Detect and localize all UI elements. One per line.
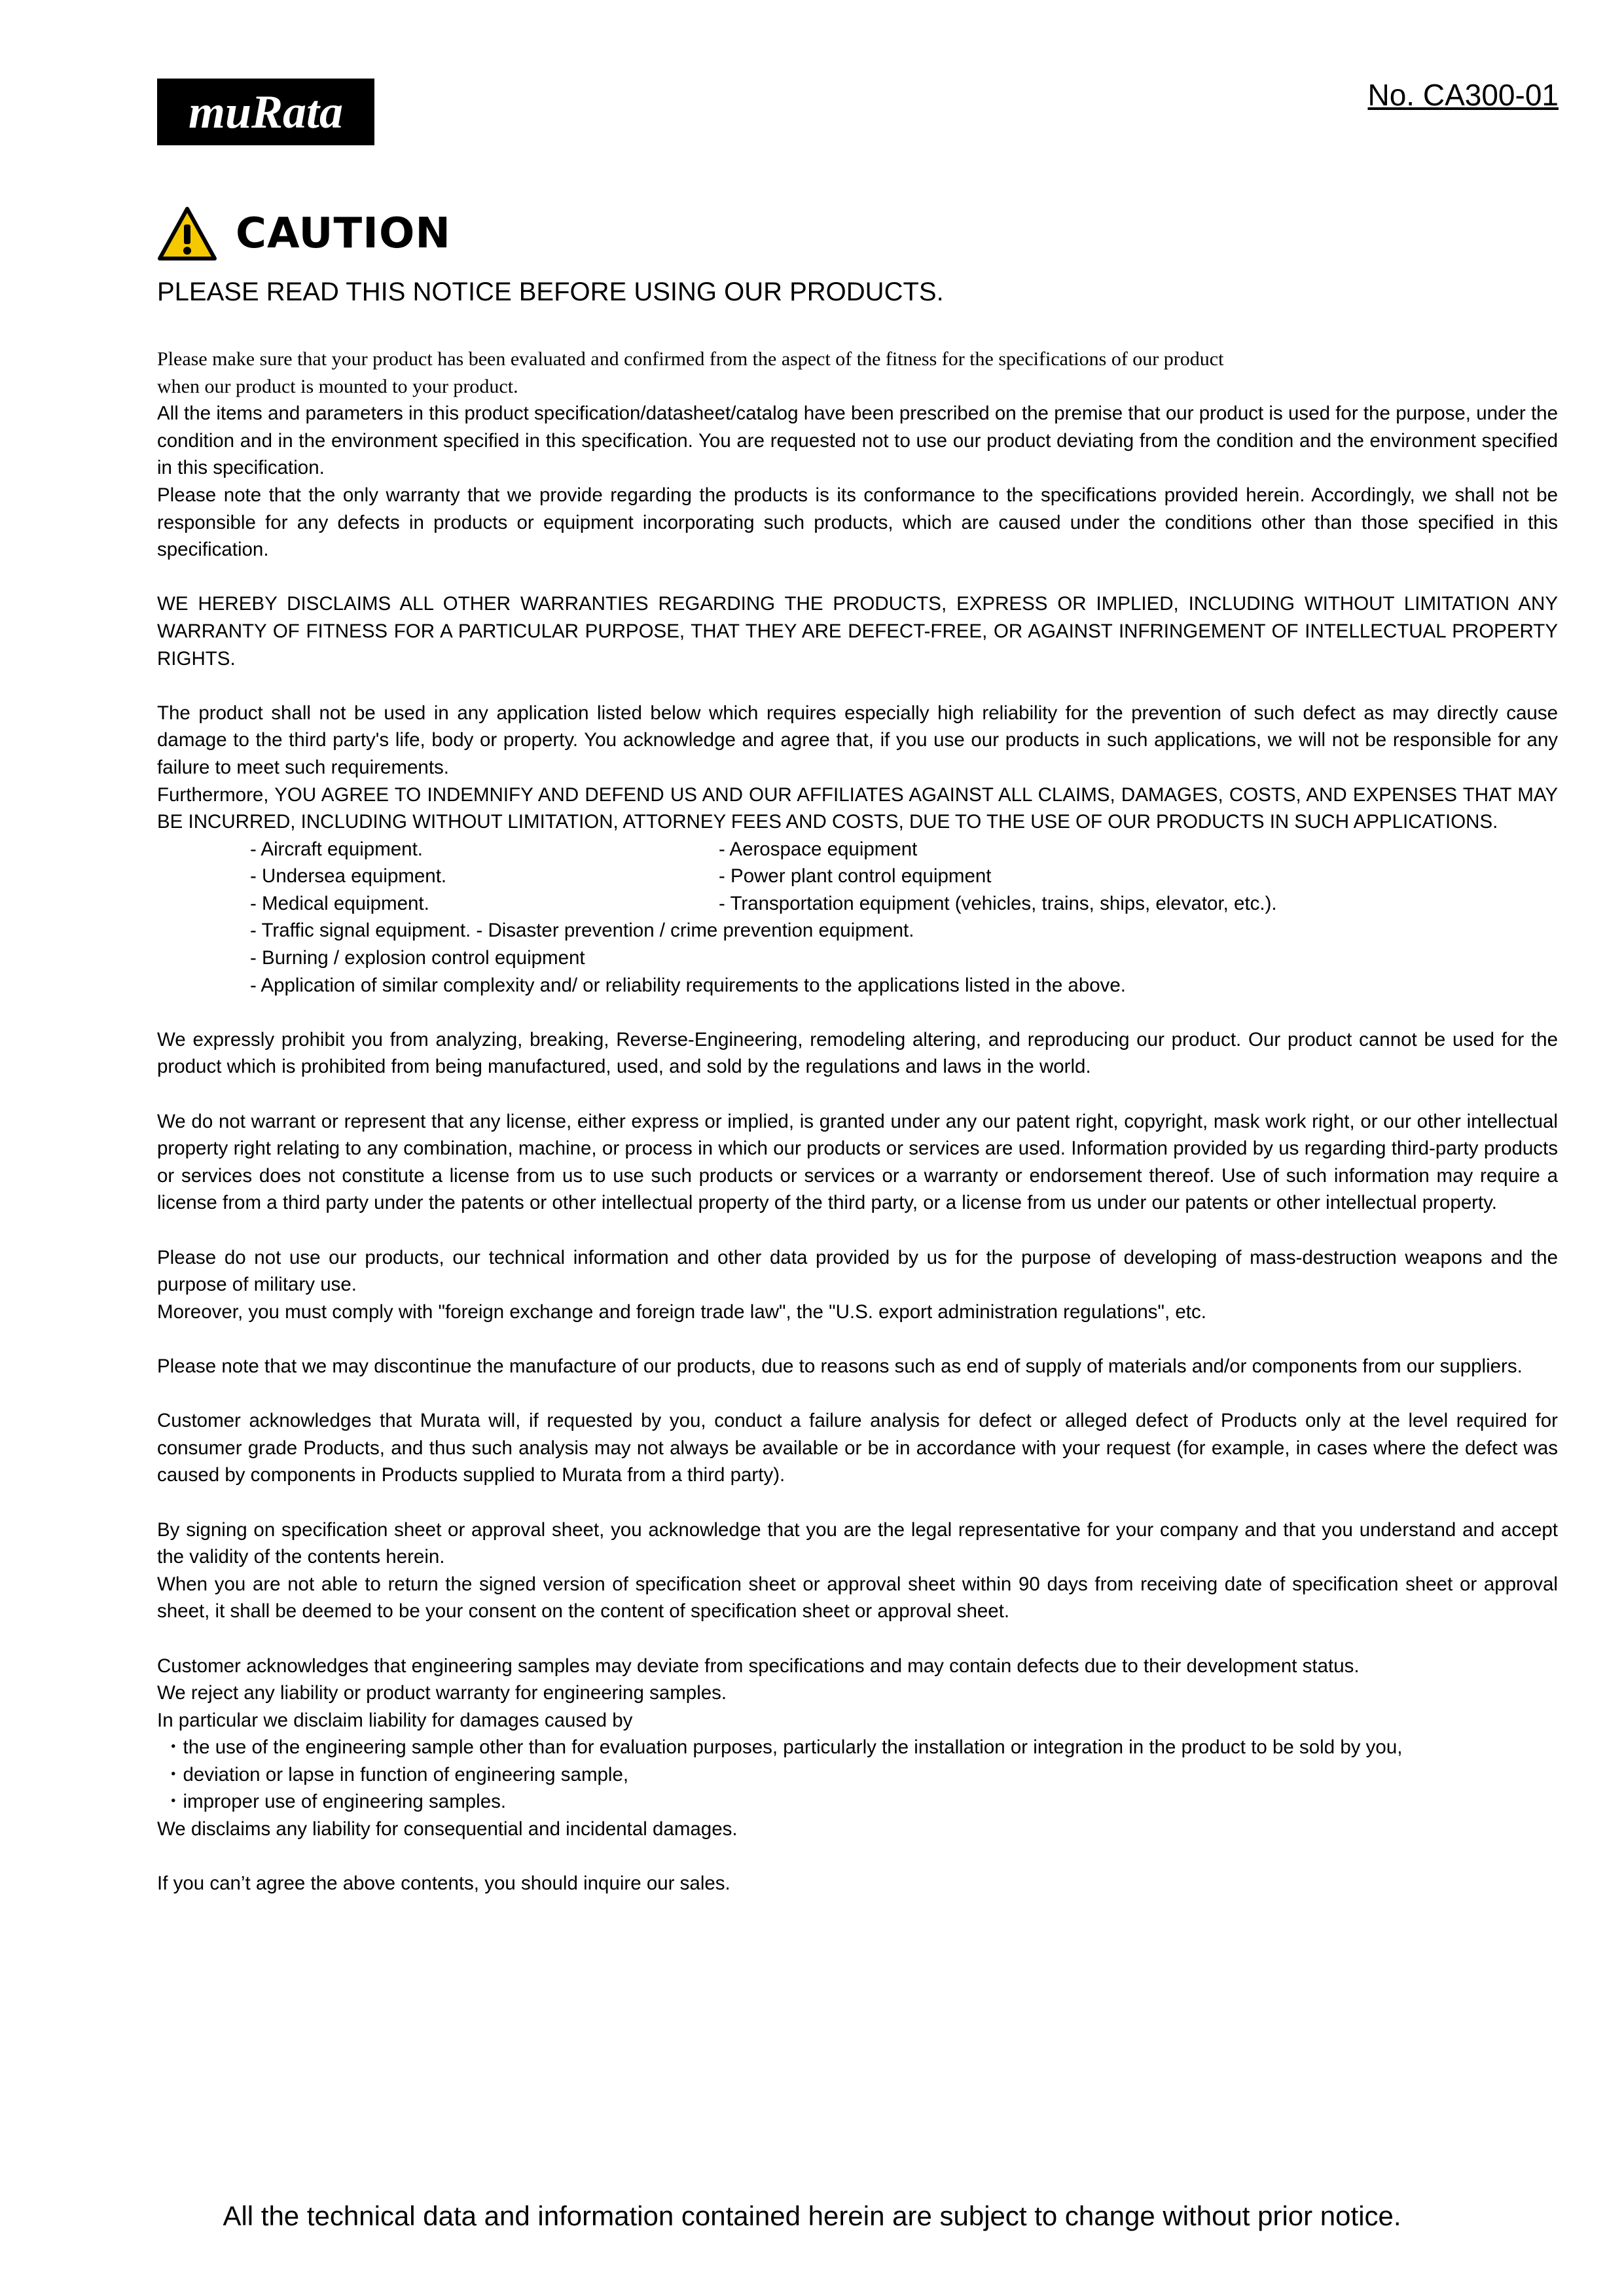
caution-title: CAUTION [236,209,451,258]
paragraph-engineering-samples: Customer acknowledges that engineering samples may deviate from specifications and may contain defects due to their development status. [157,1655,1360,1677]
paragraph-mass-destruction: Please do not use our products, our technical information and other data provided by us for the purpose of developing of mass-destruction weapons and the purpose of military use. [157,1246,1558,1296]
bullet-improper-use: ・improper use of engineering samples. [164,1791,507,1813]
application-list [157,836,1558,999]
list-item-traffic-signal: - Traffic signal equipment. - Disaster prevention / crime prevention equipment. [250,920,914,942]
paragraph-prohibit-analyzing: We expressly prohibit you from analyzing, breaking, Reverse-Engineering, remodeling altering, and reproducing our product. Our product cannot be used for the product which is prohibited from being manufactured, used, and sold by the regulations and laws in the world. [157,1028,1558,1078]
document-number: No. CA300-01 [1367,78,1559,112]
murata-logo [157,79,374,145]
paragraph-discontinue: Please note that we may discontinue the manufacture of our products, due to reasons such as end of supply of materials and/or components from our suppliers. [157,1355,1523,1377]
list-item-similar-complexity: - Application of similar complexity and/ or reliability requirements to the applications listed in the above. [250,974,1127,996]
list-item-undersea: - Undersea equipment. [250,865,447,888]
list-item [250,836,1558,863]
list-item-aircraft: - Aircraft equipment. [250,838,423,860]
paragraph-license: We do not warrant or represent that any license, either express or implied, is granted under any our patent right, copyright, mask work right, or our other intellectual property right relating to any combination, machine, or process in which our products or services are used. Information provided by us regarding third-party products or services does not constitute a license from us to use such products or services or a warranty or endorsement thereof. Use of such information may require a license from a third party under the patents or other intellectual property of the third party, or a license from us under our patents or other intellectual property. [157,1110,1558,1214]
bullet-deviation-lapse: ・deviation or lapse in function of engineering sample, [164,1763,629,1785]
notice-subtitle: PLEASE READ THIS NOTICE BEFORE USING OUR PRODUCTS. [157,278,944,306]
list-item-transportation: - Transportation equipment (vehicles, trains, ships, elevator, etc.). [719,892,1277,914]
paragraph-reject-liability: We reject any liability or product warranty for engineering samples. [157,1682,727,1704]
paragraph-fitness-line1: Please make sure that your product has been evaluated and confirmed from the aspect of the fitness for the specifications of our product [157,348,1224,370]
notice-body [157,346,1558,1897]
logo-text: muRata [188,85,344,138]
paragraph-disclaimer: WE HEREBY DISCLAIMS ALL OTHER WARRANTIES REGARDING THE PRODUCTS, EXPRESS OR IMPLIED, INCLUDING WITHOUT LIMITATION ANY WARRANTY OF FITNESS FOR A PARTICULAR PURPOSE, THAT THEY ARE DEFECT-FREE, OR AGAINST INFRINGEMENT OF INTELLECTUAL PROPERTY RIGHTS. [157,593,1558,670]
list-item-burning-explosion: - Burning / explosion control equipment [250,947,585,969]
list-item-power-plant: - Power plant control equipment [719,865,992,888]
paragraph-signing: By signing on specification sheet or approval sheet, you acknowledge that you are the legal representative for your company and that you understand and accept the validity of the contents herein. [157,1518,1558,1568]
paragraph-inquire-sales: If you can’t agree the above contents, you should inquire our sales. [157,1873,731,1895]
list-item-medical: - Medical equipment. [250,892,429,914]
list-item-aerospace: - Aerospace equipment [719,838,918,860]
caution-heading [157,204,451,263]
paragraph-return-signed: When you are not able to return the signed version of specification sheet or approval sheet within 90 days from receiving date of specification sheet or approval sheet, it shall be deemed to be your consent on the content of specification sheet or approval sheet. [157,1573,1558,1623]
paragraph-disclaim-damages: In particular we disclaim liability for damages caused by [157,1709,633,1731]
paragraph-items-parameters: All the items and parameters in this product specification/datasheet/catalog have been prescribed on the premise that our product is used for the purpose, under the condition and in the environment specified in this specification. You are requested not to use our product deviating from the condition and the environment specified in this specification. [157,403,1558,479]
paragraph-failure-analysis: Customer acknowledges that Murata will, if requested by you, conduct a failure analysis for defect or alleged defect of Products only at the level required for consumer grade Products, and thus such analysis may not always be available or be in accordance with your request (for example, in cases where the defect was caused by components in Products supplied to Murata from a third party). [157,1410,1558,1486]
paragraph-warranty: Please note that the only warranty that we provide regarding the products is its conformance to the specifications provided herein. Accordingly, we shall not be responsible for any defects in products or equipment incorporating such products, which are caused under the conditions other than those specified in this specification. [157,484,1558,561]
list-item [250,863,1558,890]
paragraph-high-reliability: The product shall not be used in any application listed below which requires especially high reliability for the prevention of such defect as may directly cause damage to the third party's life, body or property. You acknowledge and agree that, if you use our products in such applications, we will not be responsible for any failure to meet such requirements. [157,702,1558,778]
bullet-evaluation-purpose: ・the use of the engineering sample other than for evaluation purposes, particularly the installation or integration in the product to be sold by you, [164,1736,1403,1759]
paragraph-consequential-damages: We disclaims any liability for consequential and incidental damages. [157,1818,738,1840]
warning-triangle-icon [157,206,217,261]
footer-notice: All the technical data and information contained herein are subject to change without prior notice. [223,2200,1401,2231]
paragraph-indemnify: Furthermore, YOU AGREE TO INDEMNIFY AND DEFEND US AND OUR AFFILIATES AGAINST ALL CLAIMS, DAMAGES, COSTS, AND EXPENSES THAT MAY BE INCURRED, INCLUDING WITHOUT LIMITATION, ATTORNEY FEES AND COSTS, DUE TO THE USE OF OUR PRODUCTS IN SUCH APPLICATIONS. [157,783,1558,833]
list-item [250,890,1558,918]
paragraph-fitness-line2: when our product is mounted to your product. [157,375,518,397]
paragraph-export-law: Moreover, you must comply with "foreign exchange and foreign trade law", the "U.S. export administration regulations", etc. [157,1300,1206,1323]
